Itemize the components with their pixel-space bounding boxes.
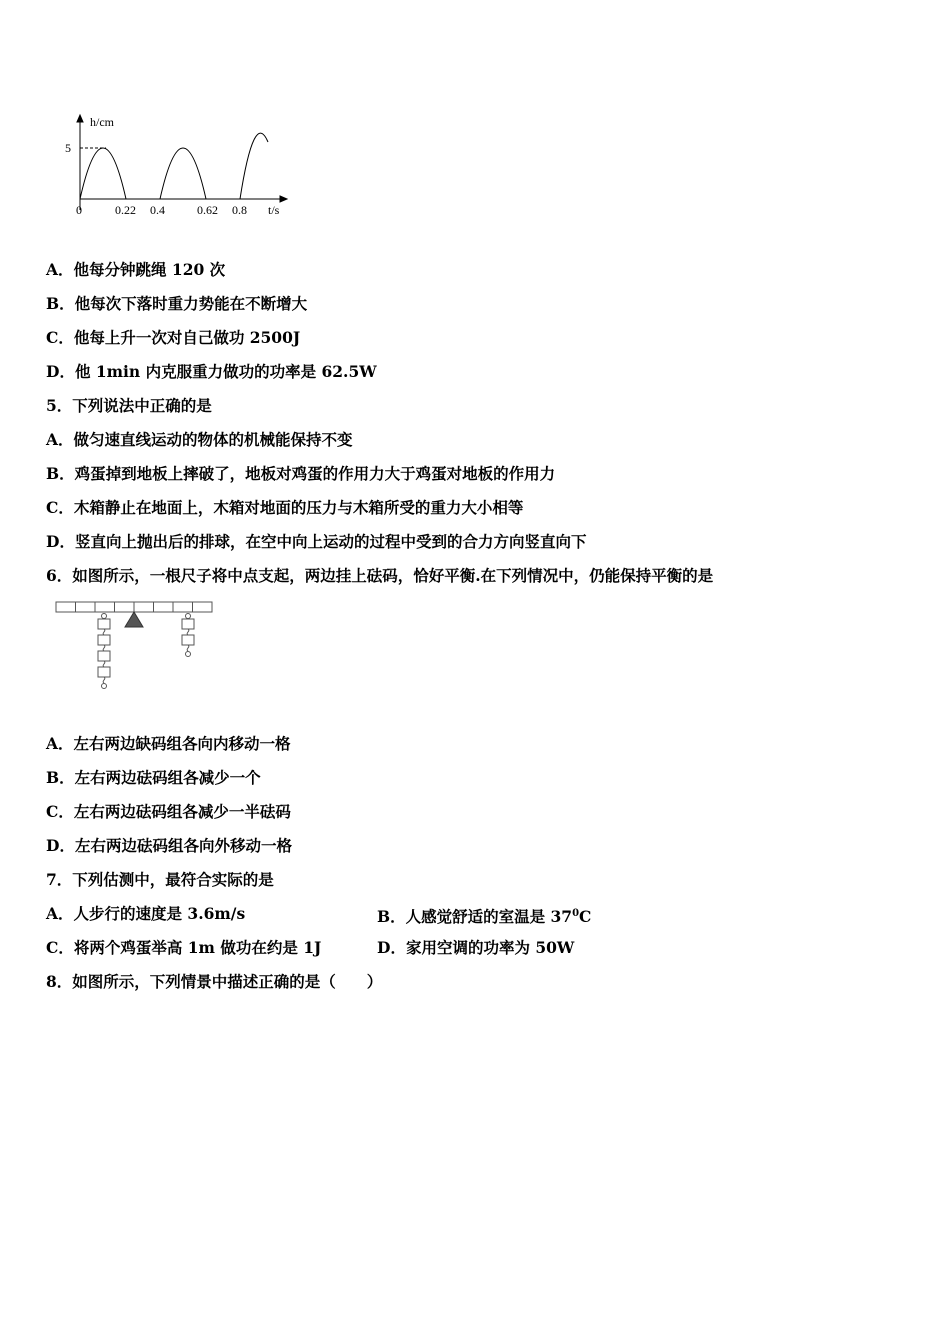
q7-option-c: C．将两个鸡蛋举高 1m 做功在约是 1J: [46, 938, 322, 957]
q7-option-b: [377, 904, 591, 927]
x-axis-arrow: [280, 196, 287, 202]
q5-stem: 5．下列说法中正确的是: [46, 396, 212, 415]
x-axis-label: t/s: [268, 203, 280, 217]
x-tick-0.62: 0.62: [197, 203, 218, 217]
q7-option-b-prefix: B．人感觉舒适的室温是 37: [377, 907, 573, 927]
q7-option-d: D．家用空调的功率为 50W: [377, 938, 575, 957]
x-tick-0: 0: [76, 203, 82, 217]
y-axis-label: h/cm: [90, 115, 114, 129]
y-axis-arrow: [77, 115, 83, 122]
jump-curve-2: [160, 148, 206, 199]
x-tick-0.8: 0.8: [232, 203, 247, 217]
x-tick-0.4: 0.4: [150, 203, 165, 217]
height-time-graph: [60, 112, 300, 224]
left-weight-group: [98, 614, 110, 689]
q7-stem: 7．下列估测中，最符合实际的是: [46, 870, 274, 889]
q6-option-d: D．左右两边砝码组各向外移动一格: [46, 836, 292, 855]
jump-curve-1: [80, 148, 126, 199]
q4-option-c: C．他每上升一次对自己做功 2500J: [46, 328, 301, 347]
q7-option-b-suffix: C: [579, 907, 592, 927]
fulcrum: [125, 612, 143, 627]
q8-stem: 8．如图所示，下列情景中描述正确的是（ ）: [46, 972, 383, 991]
lever-balance-figure: [52, 598, 222, 698]
q7-option-b-sup: 0: [572, 908, 580, 919]
q5-option-b: B．鸡蛋掉到地板上摔破了，地板对鸡蛋的作用力大于鸡蛋对地板的作用力: [46, 464, 556, 483]
q6-option-a: A．左右两边缺码组各向内移动一格: [46, 734, 291, 753]
q6-stem: 6．如图所示，一根尺子将中点支起，两边挂上砝码，恰好平衡.在下列情况中，仍能保持平衡的是: [46, 566, 714, 585]
q4-option-a: A．他每分钟跳绳 120 次: [46, 260, 226, 279]
q4-option-d: D．他 1min 内克服重力做功的功率是 62.5W: [46, 362, 377, 381]
right-weight-group: [182, 614, 194, 657]
jump-curve-3: [240, 133, 268, 199]
q6-option-c: C．左右两边砝码组各减少一半砝码: [46, 802, 291, 821]
q7-option-a: A．人步行的速度是 3.6m/s: [46, 904, 246, 923]
q4-option-b: B．他每次下落时重力势能在不断增大: [46, 294, 308, 313]
q6-option-b: B．左右两边砝码组各减少一个: [46, 768, 261, 787]
x-tick-0.22: 0.22: [115, 203, 136, 217]
q5-option-d: D．竖直向上抛出后的排球，在空中向上运动的过程中受到的合力方向竖直向下: [46, 532, 587, 551]
q5-option-a: A．做匀速直线运动的物体的机械能保持不变: [46, 430, 353, 449]
y-tick-5: 5: [65, 141, 71, 155]
q5-option-c: C．木箱静止在地面上，木箱对地面的压力与木箱所受的重力大小相等: [46, 498, 524, 517]
